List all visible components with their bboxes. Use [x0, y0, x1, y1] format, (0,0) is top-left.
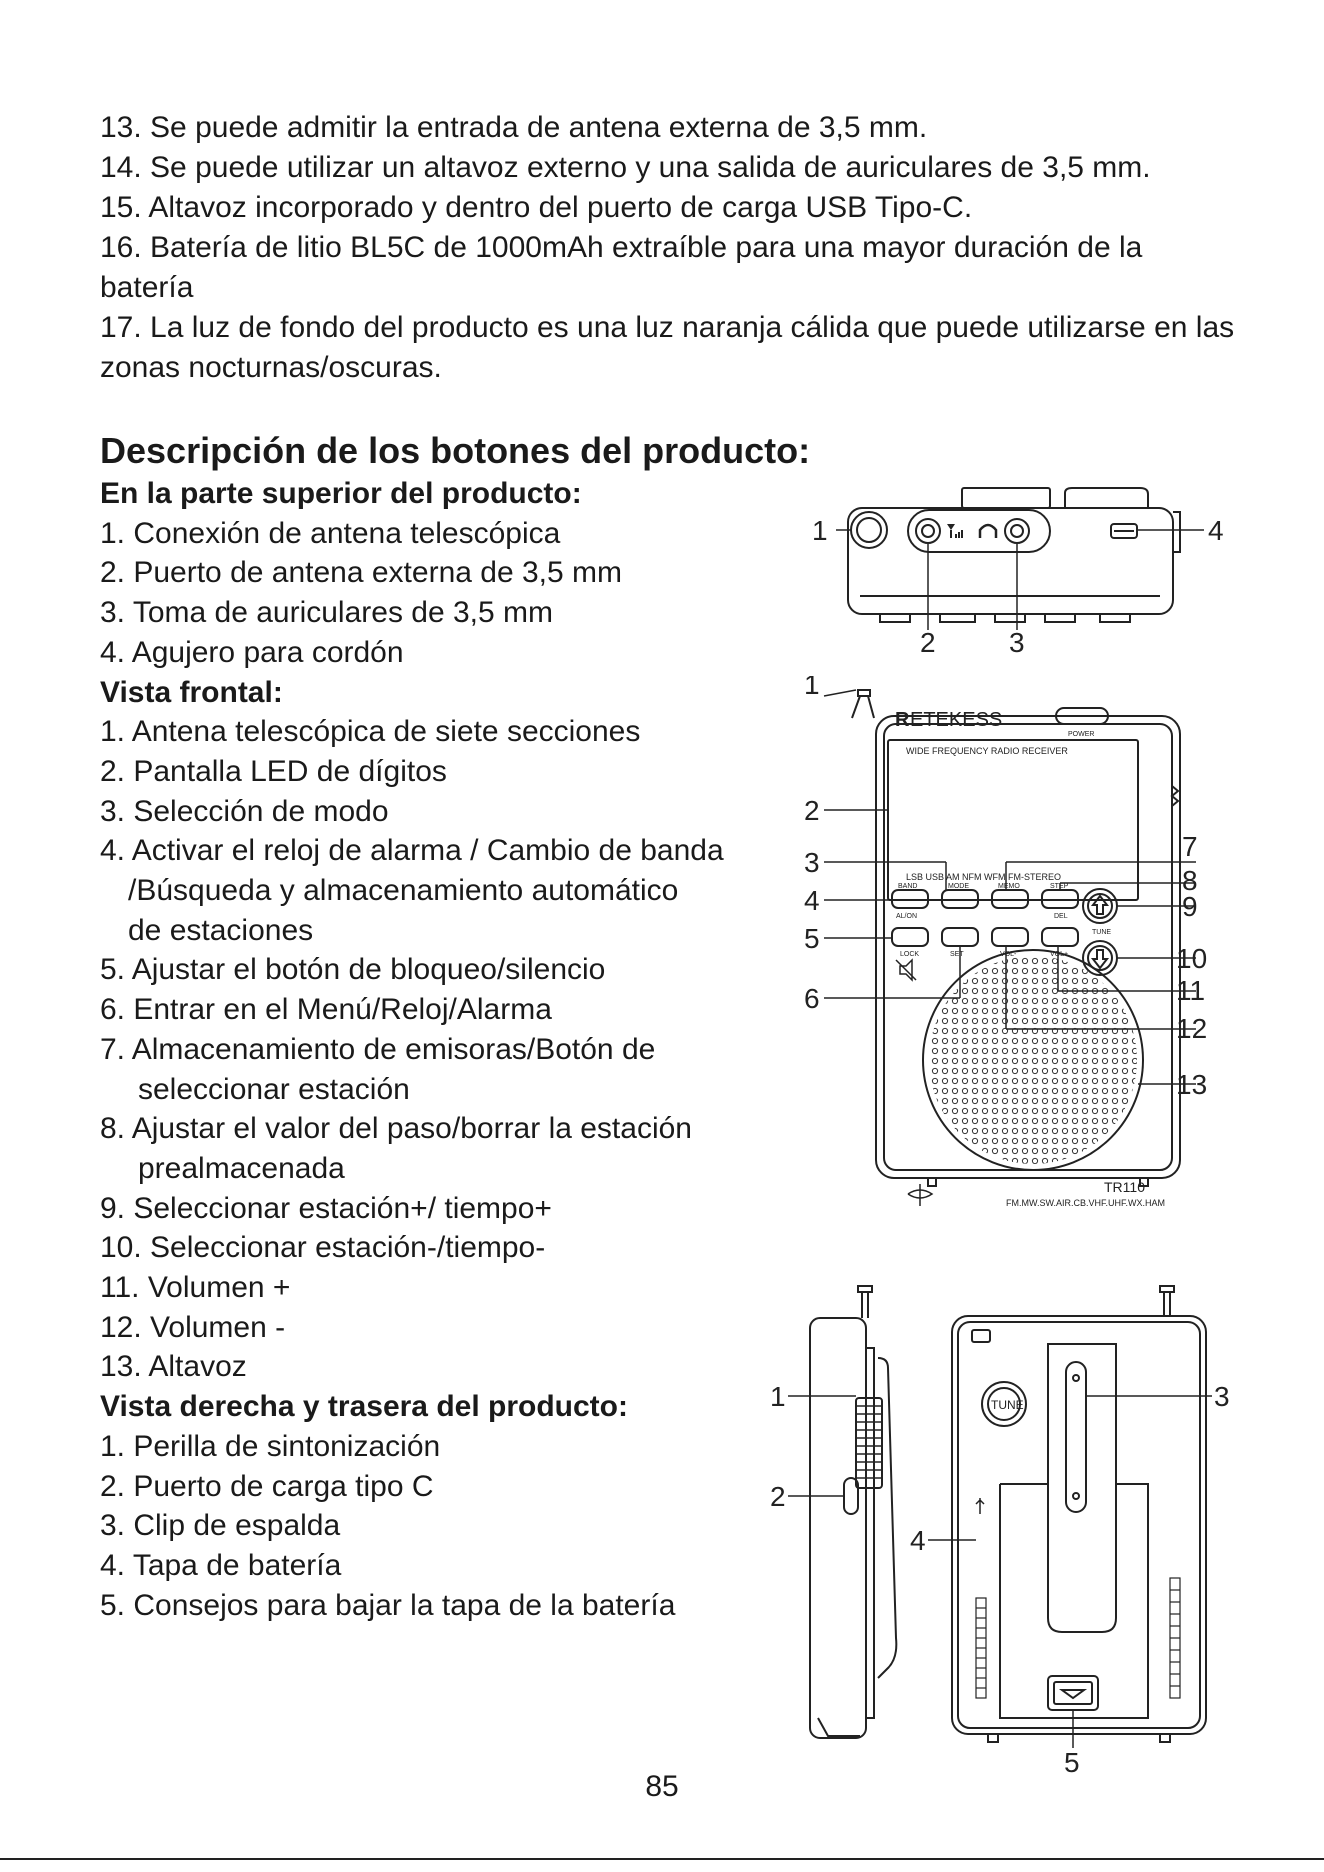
front-item: 4. Activar el reloj de alarma / Cambio de banda — [100, 834, 724, 868]
section-title: Descripción de los botones del producto: — [100, 430, 811, 471]
back-item: 3. Clip de espalda — [100, 1509, 341, 1543]
button-description-list — [100, 474, 800, 1625]
mode-label: MODE — [948, 883, 969, 890]
brand-name: ETEKESS — [910, 709, 1003, 731]
front-heading: Vista frontal: — [100, 675, 283, 709]
top-callout-2: 2 — [920, 627, 936, 658]
front-item: 3. Selección de modo — [100, 794, 389, 828]
front-callout-6: 6 — [804, 983, 820, 1014]
volp-label: VOL+ — [1050, 951, 1069, 958]
feature-14: 14. Se puede utilizar un altavoz externo y una salida de auriculares de 3,5 mm. — [100, 151, 1151, 184]
front-item: 9. Seleccionar estación+/ tiempo+ — [100, 1191, 552, 1225]
front-callout-3: 3 — [804, 847, 820, 878]
modes-label: LSB USB AM NFM WFM FM-STEREO — [906, 872, 1062, 882]
top-callout-3: 3 — [1009, 627, 1025, 658]
front-callout-5: 5 — [804, 923, 820, 954]
front-callout-4: 4 — [804, 885, 820, 916]
feature-15: 15. Altavoz incorporado y dentro del puerto de carga USB Tipo-C. — [100, 191, 973, 224]
model-label: TR110 — [1104, 1179, 1145, 1195]
top-item: 3. Toma de auriculares de 3,5 mm — [100, 596, 554, 630]
rear-callout-4: 4 — [910, 1525, 926, 1556]
feature-13: 13. Se puede admitir la entrada de antena externa de 3,5 mm. — [100, 111, 928, 144]
feature-16: 16. Batería de litio BL5C de 1000mAh extraíble para una mayor duración de la batería — [100, 231, 1143, 304]
front-item: prealmacenada — [138, 1151, 345, 1185]
side-callout-1: 1 — [770, 1381, 786, 1412]
front-callout-8: 8 — [1182, 865, 1198, 896]
top-heading: En la parte superior del producto: — [100, 477, 582, 510]
front-view-diagram — [800, 676, 1260, 1236]
memo-label: MEMO — [998, 883, 1020, 890]
front-item: seleccionar estación — [138, 1072, 410, 1106]
front-callout-11: 11 — [1176, 975, 1206, 1006]
top-view-diagram — [800, 478, 1260, 668]
alon-label: AL/ON — [896, 913, 918, 920]
front-item: 12. Volumen - — [100, 1310, 286, 1344]
front-callout-13: 13 — [1176, 1069, 1208, 1100]
front-item: 7. Almacenamiento de emisoras/Botón de — [100, 1032, 656, 1066]
step-label: STEP — [1050, 883, 1069, 890]
front-callout-10: 10 — [1176, 943, 1208, 974]
front-item: 1. Antena telescópica de siete secciones — [100, 715, 641, 749]
front-callout-1: 1 — [804, 676, 820, 700]
top-item: 4. Agujero para cordón — [100, 635, 404, 669]
back-heading: Vista derecha y trasera del producto: — [100, 1390, 628, 1424]
tune-label: TUNE — [1092, 929, 1112, 936]
back-item: 5. Consejos para bajar la tapa de la batería — [100, 1588, 676, 1622]
side-rear-diagram — [760, 1278, 1260, 1774]
top-callout-4: 4 — [1208, 515, 1224, 546]
page-number: 85 — [645, 1770, 679, 1803]
rear-callout-3: 3 — [1214, 1381, 1230, 1412]
rear-tune-label: TUNE — [991, 1398, 1024, 1412]
back-item: 4. Tapa de batería — [100, 1548, 342, 1582]
side-callout-2: 2 — [770, 1481, 786, 1512]
front-item: /Búsqueda y almacenamiento automático — [128, 874, 679, 908]
brand-mark: R — [895, 709, 910, 731]
rear-callout-5: 5 — [1064, 1747, 1080, 1774]
front-callout-7: 7 — [1182, 831, 1198, 862]
volm-label: VOL- — [1000, 951, 1017, 958]
front-item: 11. Volumen + — [100, 1271, 291, 1305]
front-item: 13. Altavoz — [100, 1350, 247, 1384]
top-item: 1. Conexión de antena telescópica — [100, 516, 561, 550]
front-item: de estaciones — [128, 913, 314, 947]
front-callout-9: 9 — [1182, 891, 1198, 922]
del-label: DEL — [1054, 913, 1068, 920]
top-item: 2. Puerto de antena externa de 3,5 mm — [100, 556, 622, 590]
front-item: 6. Entrar en el Menú/Reloj/Alarma — [100, 993, 552, 1027]
feature-17: 17. La luz de fondo del producto es una luz naranja cálida que puede utilizarse en las zonas nocturnas/oscuras. — [100, 311, 1235, 384]
screen-label: WIDE FREQUENCY RADIO RECEIVER — [906, 746, 1068, 756]
front-item: 5. Ajustar el botón de bloqueo/silencio — [100, 953, 606, 987]
lock-label: LOCK — [900, 951, 920, 958]
feature-list — [100, 108, 1240, 388]
front-item: 2. Pantalla LED de dígitos — [100, 754, 447, 788]
bands-label: FM.MW.SW.AIR.CB.VHF.UHF.WX.HAM — [1006, 1198, 1165, 1208]
band-label: BAND — [898, 883, 918, 890]
front-item: 8. Ajustar el valor del paso/borrar la estación — [100, 1112, 692, 1146]
front-callout-2: 2 — [804, 795, 820, 826]
back-item: 2. Puerto de carga tipo C — [100, 1469, 434, 1503]
front-item: 10. Seleccionar estación-/tiempo- — [100, 1231, 546, 1265]
set-label: SET — [950, 951, 964, 958]
back-item: 1. Perilla de sintonización — [100, 1429, 441, 1463]
front-callout-12: 12 — [1176, 1013, 1208, 1044]
bottom-rule — [0, 1858, 1324, 1860]
power-label: POWER — [1068, 731, 1095, 738]
top-callout-1: 1 — [812, 515, 828, 546]
